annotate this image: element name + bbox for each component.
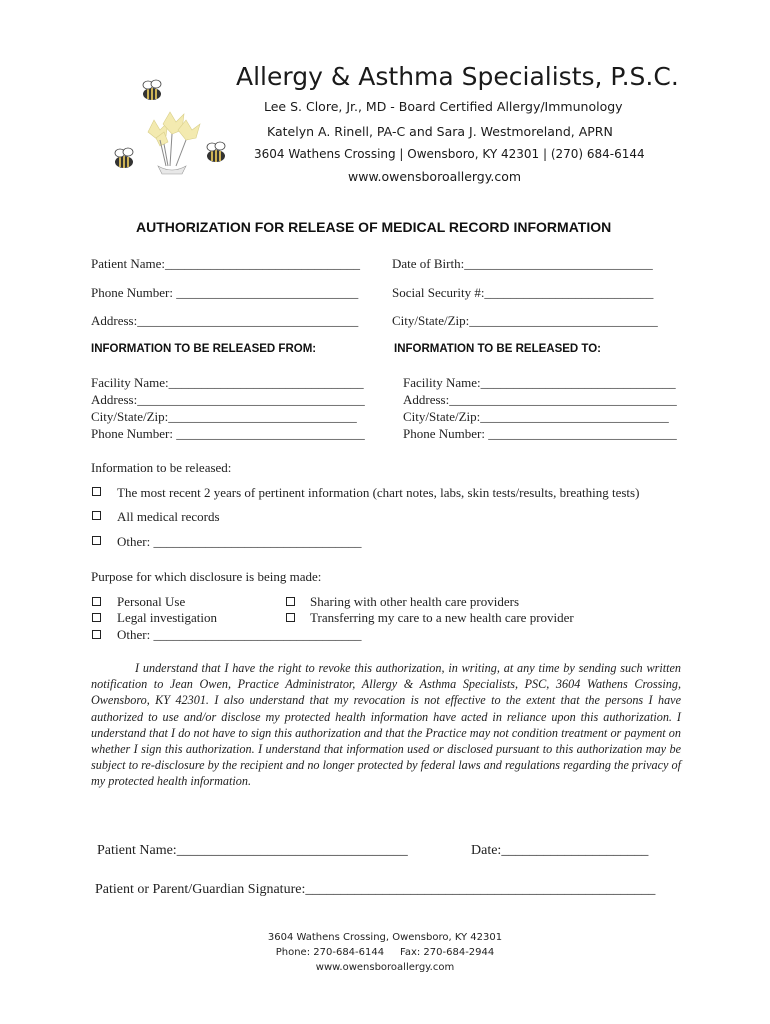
city-state-zip-field[interactable]: City/State/Zip:_____________________________: [392, 313, 658, 328]
footer-address: 3604 Wathens Crossing, Owensboro, KY 42301: [267, 932, 503, 943]
to-address-field[interactable]: Address:___________________________________: [403, 392, 677, 407]
from-phone-field[interactable]: Phone Number: _____________________________: [91, 426, 365, 441]
address-field[interactable]: Address:__________________________________: [91, 313, 359, 328]
form-title: AUTHORIZATION FOR RELEASE OF MEDICAL RECORD INFORMATION: [136, 219, 612, 235]
option-purpose-other[interactable]: Other: ________________________________: [117, 627, 362, 642]
address-line: 3604 Wathens Crossing | Owensboro, KY 42301 | (270) 684-6144: [254, 147, 645, 161]
from-address-field[interactable]: Address:___________________________________: [91, 392, 365, 407]
option-other-info[interactable]: Other: ________________________________: [117, 534, 362, 549]
website-line: www.owensboroallergy.com: [348, 169, 522, 184]
practice-name: Allergy & Asthma Specialists, P.S.C.: [236, 62, 679, 91]
to-facility-name-field[interactable]: Facility Name:______________________________: [403, 375, 676, 390]
checkbox-legal-investigation[interactable]: [92, 613, 101, 622]
checkbox-recent-2-years[interactable]: [92, 487, 101, 496]
phone-number-field[interactable]: Phone Number: ____________________________: [91, 285, 359, 300]
option-all-records: All medical records: [117, 509, 220, 524]
purpose-label: Purpose for which disclosure is being made:: [91, 569, 322, 584]
bee-icon: [115, 148, 133, 168]
option-transferring-care: Transferring my care to a new health care provider: [310, 610, 574, 625]
to-phone-field[interactable]: Phone Number: _____________________________: [403, 426, 677, 441]
to-city-state-zip-field[interactable]: City/State/Zip:_____________________________: [403, 409, 669, 424]
guardian-signature-field[interactable]: Patient or Parent/Guardian Signature:__________________________________________________: [95, 882, 656, 897]
checkbox-transferring-care[interactable]: [286, 613, 295, 622]
bee-icon: [207, 142, 225, 162]
from-facility-name-field[interactable]: Facility Name:______________________________: [91, 375, 364, 390]
from-city-state-zip-field[interactable]: City/State/Zip:_____________________________: [91, 409, 357, 424]
bees-flowers-logo: [108, 74, 238, 184]
footer-website: www.owensboroallergy.com: [315, 962, 455, 973]
option-legal-investigation: Legal investigation: [117, 610, 218, 625]
released-to-header: INFORMATION TO BE RELEASED TO:: [394, 343, 602, 355]
checkbox-all-records[interactable]: [92, 511, 101, 520]
info-released-label: Information to be released:: [91, 460, 232, 475]
footer-phone-fax: Phone: 270-684-6144 Fax: 270-684-2944: [275, 947, 495, 958]
option-personal-use: Personal Use: [117, 594, 186, 609]
flower-bouquet: [148, 112, 200, 146]
patient-name-field[interactable]: Patient Name:______________________________: [91, 256, 361, 271]
authorization-statement: [91, 660, 681, 790]
released-from-header: INFORMATION TO BE RELEASED FROM:: [91, 343, 317, 355]
date-of-birth-field[interactable]: Date of Birth:_____________________________: [392, 256, 653, 271]
option-sharing-providers: Sharing with other health care providers: [310, 594, 520, 609]
social-security-field[interactable]: Social Security #:__________________________: [392, 285, 654, 300]
authorization-statement-text: I understand that I have the right to revoke this authorization, in writing, at any time by sending such written notification to Jean Owen, Practice Administrator, Allergy & Asthma Specialists, PSC, 3604 Wathens Crossing, Owensboro, KY 42301. I also understand that my revocation is not effective to the extent that the persons I have authorized to use and/or disclose my protected health information have acted in reliance upon this authorization. I understand that I do not have to sign this authorization and that the Practice may not condition treatment or payment on whether I sign this authorization. I understand that information used or disclosed pursuant to this authorization may be subject to re-disclosure by the recipient and no longer protected by federal laws and regulations regarding the privacy of my protected health information.: [91, 661, 681, 789]
checkbox-sharing-providers[interactable]: [286, 597, 295, 606]
checkbox-purpose-other[interactable]: [92, 630, 101, 639]
signature-patient-name-field[interactable]: Patient Name:_________________________________: [97, 843, 408, 858]
checkbox-other-info[interactable]: [92, 536, 101, 545]
option-recent-2-years: The most recent 2 years of pertinent information (chart notes, labs, skin tests/results, breathing tests): [117, 485, 640, 500]
providers-line: Katelyn A. Rinell, PA-C and Sara J. Westmoreland, APRN: [267, 124, 613, 139]
bee-icon: [143, 80, 161, 100]
signature-date-field[interactable]: Date:_____________________: [471, 843, 649, 858]
physician-line: Lee S. Clore, Jr., MD - Board Certified Allergy/Immunology: [264, 99, 623, 114]
checkbox-personal-use[interactable]: [92, 597, 101, 606]
